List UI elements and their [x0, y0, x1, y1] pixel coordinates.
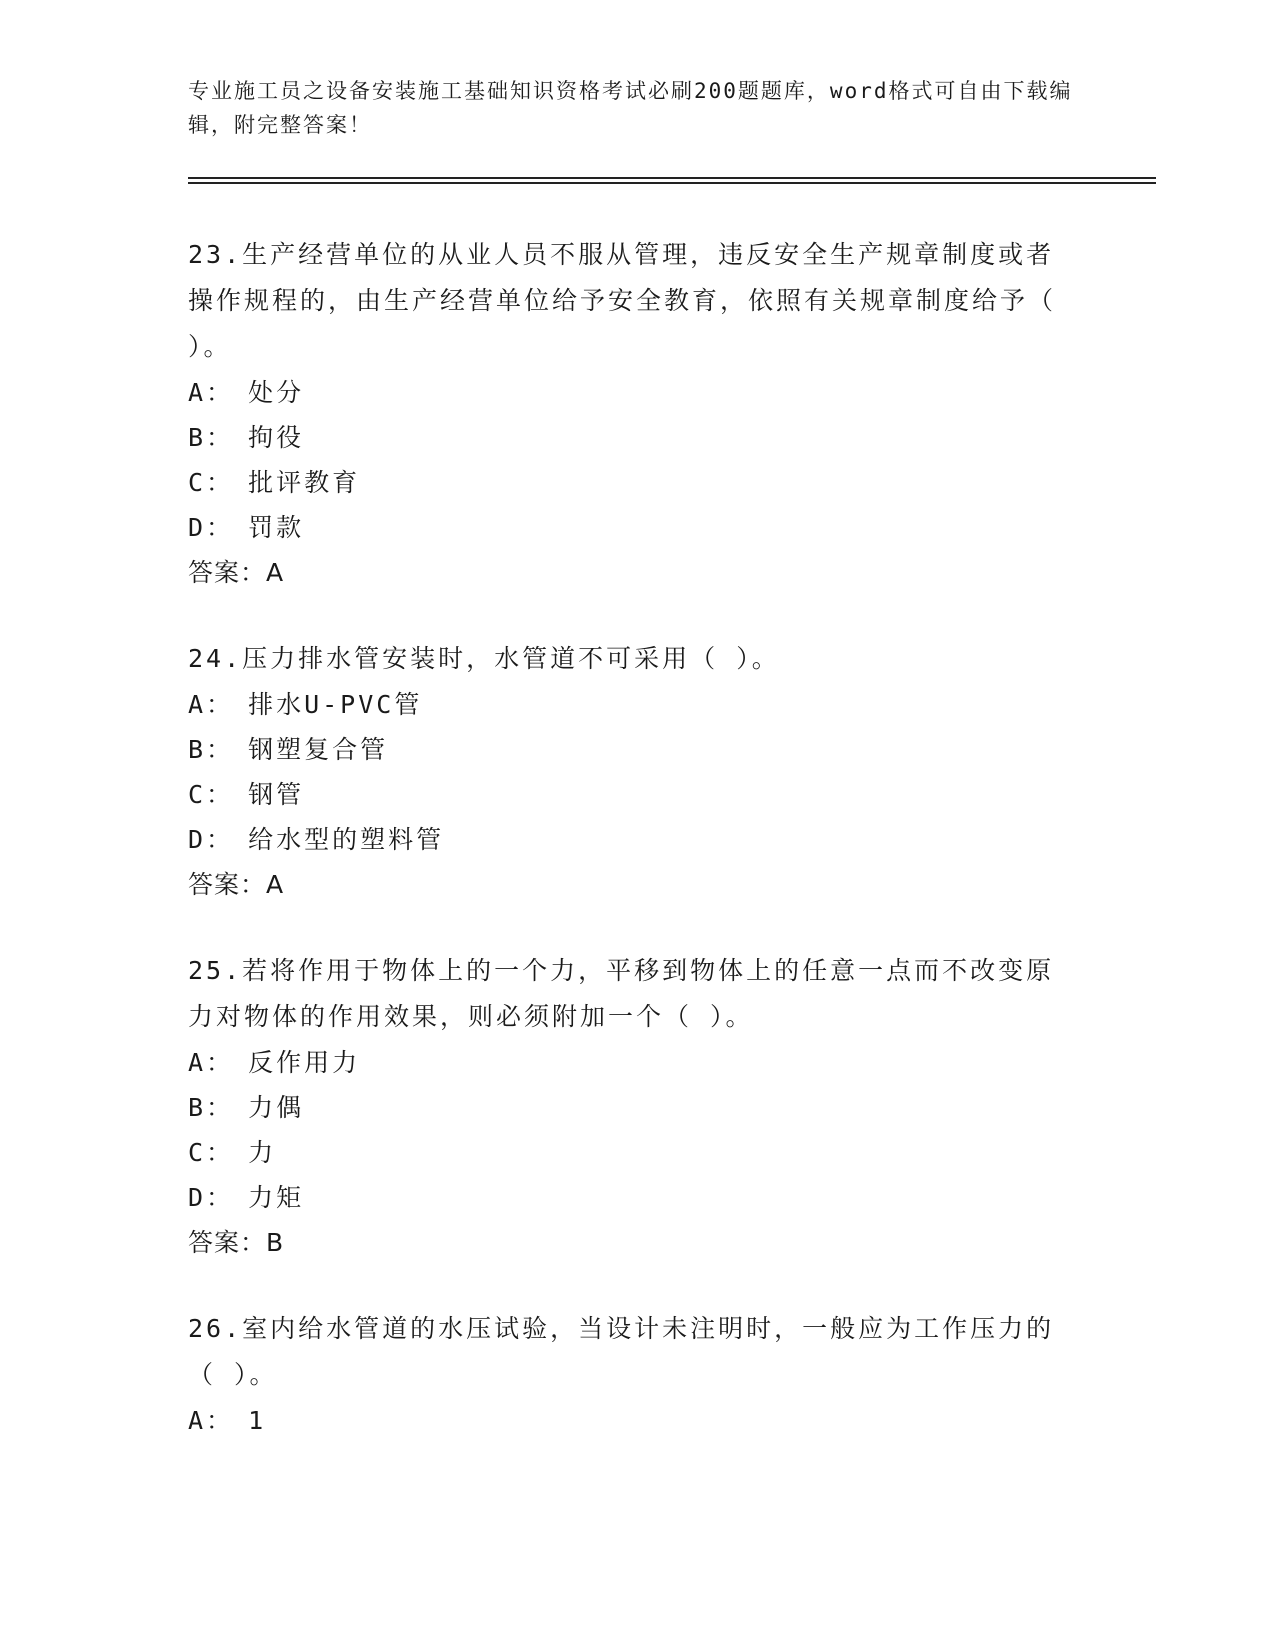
- question-24: [188, 636, 1078, 908]
- option-key: A：: [188, 378, 235, 407]
- question-stem: 25.若将作用于物体上的一个力，平移到物体上的任意一点而不改变原力对物体的作用效果，则必须附加一个（ ）。: [188, 956, 1055, 1031]
- option-a: [188, 1398, 1078, 1443]
- question-stem: 23.生产经营单位的从业人员不服从管理，违反安全生产规章制度或者操作规程的，由生产经营单位给予安全教育，依照有关规章制度给予（ ）。: [188, 240, 1057, 361]
- option-text: 处分: [248, 378, 305, 407]
- question-25: [188, 948, 1078, 1266]
- answer-line: 答案：A: [188, 558, 285, 587]
- option-key: C：: [188, 468, 235, 497]
- option-key: D：: [188, 513, 235, 542]
- option-text: 力偶: [248, 1093, 305, 1122]
- question-stem: 26.室内给水管道的水压试验，当设计未注明时，一般应为工作压力的（ ）。: [188, 1314, 1055, 1389]
- question-26: [188, 1306, 1078, 1443]
- option-key: D：: [188, 825, 235, 854]
- option-text: 拘役: [248, 423, 305, 452]
- option-key: B：: [188, 735, 235, 764]
- option-a: [188, 370, 1078, 415]
- option-d: [188, 505, 1078, 550]
- answer-line: 答案：B: [188, 1228, 285, 1257]
- option-text: 钢塑复合管: [248, 735, 389, 764]
- question-23: [188, 232, 1078, 596]
- option-d: [188, 1175, 1078, 1220]
- option-text: 1: [248, 1406, 267, 1435]
- option-text: 钢管: [248, 780, 305, 809]
- document-header: 专业施工员之设备安装施工基础知识资格考试必刷200题题库，word格式可自由下载编辑，附完整答案！: [188, 79, 1073, 137]
- option-text: 罚款: [248, 513, 305, 542]
- option-text: 给水型的塑料管: [248, 825, 445, 854]
- option-a: [188, 682, 1078, 727]
- option-b: [188, 1085, 1078, 1130]
- option-c: [188, 460, 1078, 505]
- header-divider-top: [188, 177, 1156, 179]
- option-key: C：: [188, 1138, 235, 1167]
- option-b: [188, 415, 1078, 460]
- option-a: [188, 1040, 1078, 1085]
- option-c: [188, 772, 1078, 817]
- option-text: 力矩: [248, 1183, 305, 1212]
- option-key: A：: [188, 1406, 235, 1435]
- answer-line: 答案：A: [188, 870, 285, 899]
- option-text: 批评教育: [248, 468, 361, 497]
- option-text: 排水U-PVC管: [248, 690, 423, 719]
- option-key: B：: [188, 423, 235, 452]
- option-d: [188, 817, 1078, 862]
- option-text: 力: [248, 1138, 277, 1167]
- option-c: [188, 1130, 1078, 1175]
- option-key: B：: [188, 1093, 235, 1122]
- question-stem: 24.压力排水管安装时，水管道不可采用（ ）。: [188, 644, 780, 673]
- option-key: D：: [188, 1183, 235, 1212]
- option-b: [188, 727, 1078, 772]
- header-divider-bottom: [188, 182, 1156, 184]
- option-key: C：: [188, 780, 235, 809]
- option-text: 反作用力: [248, 1048, 361, 1077]
- option-key: A：: [188, 1048, 235, 1077]
- question-list: [188, 232, 1078, 1483]
- option-key: A：: [188, 690, 235, 719]
